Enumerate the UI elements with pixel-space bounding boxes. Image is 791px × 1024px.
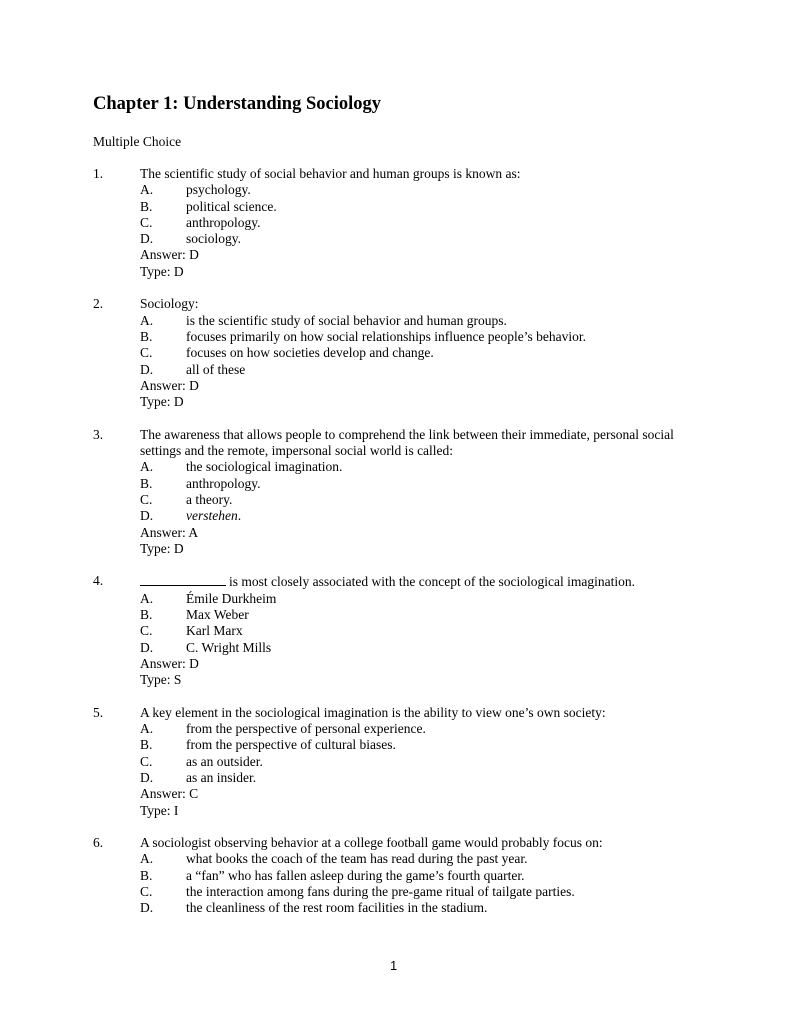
option-suffix: .	[237, 508, 242, 524]
type-line: Type: I	[140, 802, 179, 818]
question-number: 3.	[93, 426, 104, 442]
answer-line: Answer: D	[140, 247, 199, 263]
option-text: Karl Marx	[186, 623, 243, 639]
option-c	[140, 492, 693, 508]
option-b	[140, 868, 693, 884]
option-text: from the perspective of personal experience.	[186, 721, 426, 737]
question-stem: Sociology:	[140, 296, 199, 312]
option-letter: B.	[140, 475, 153, 491]
option-text: Max Weber	[186, 607, 249, 623]
option-text: verstehen	[186, 508, 238, 524]
option-text: Émile Durkheim	[186, 590, 277, 606]
type-line: Type: D	[140, 394, 184, 410]
question-body	[140, 166, 693, 280]
option-text: psychology.	[186, 182, 251, 198]
option-letter: A.	[140, 182, 154, 198]
question-number: 5.	[93, 704, 104, 720]
section-heading: Multiple Choice	[93, 134, 182, 149]
question-body	[140, 296, 693, 410]
question-stem: The scientific study of social behavior and human groups is known as:	[140, 166, 521, 181]
option-letter: B.	[140, 607, 153, 623]
option-text: a theory.	[186, 491, 233, 507]
option-c	[140, 345, 693, 361]
option-d	[140, 231, 693, 247]
option-letter: D.	[140, 639, 154, 655]
question-stem	[140, 573, 685, 590]
option-letter: A.	[140, 851, 154, 867]
answer-line: Answer: D	[140, 655, 199, 671]
question-5	[93, 705, 693, 819]
question-1	[93, 166, 693, 280]
question-4	[93, 573, 693, 688]
option-text: political science.	[186, 198, 277, 214]
question-6	[93, 835, 693, 916]
page-number: 1	[390, 958, 398, 973]
option-a	[140, 459, 693, 475]
question-stem: The awareness that allows people to comprehend the link between their immediate, personal social settings and the remote, impersonal social world is called:	[140, 426, 674, 459]
option-text: the cleanliness of the rest room facilities in the stadium.	[186, 900, 488, 916]
option-text: focuses on how societies develop and change.	[186, 345, 434, 361]
option-text: the interaction among fans during the pre-game ritual of tailgate parties.	[186, 884, 575, 900]
option-a	[140, 313, 693, 329]
option-letter: C.	[140, 491, 153, 507]
question-list	[93, 166, 693, 933]
answer-line: Answer: D	[140, 377, 199, 393]
answer-line: Answer: C	[140, 786, 199, 802]
question-3	[93, 427, 693, 557]
type-line: Type: D	[140, 263, 184, 279]
question-number: 1.	[93, 166, 104, 181]
option-text: is the scientific study of social behavior and human groups.	[186, 312, 507, 328]
option-letter: D.	[140, 769, 154, 785]
option-text: as an insider.	[186, 769, 257, 785]
option-d	[140, 770, 693, 786]
option-letter: B.	[140, 328, 153, 344]
question-stem: A key element in the sociological imagination is the ability to view one’s own society:	[140, 704, 606, 720]
option-text: anthropology.	[186, 214, 261, 230]
option-letter: C.	[140, 214, 153, 230]
option-a	[140, 591, 693, 607]
option-b	[140, 199, 693, 215]
option-text: all of these	[186, 361, 246, 377]
option-c	[140, 623, 693, 639]
option-text: anthropology.	[186, 475, 261, 491]
option-letter: B.	[140, 867, 153, 883]
type-line: Type: S	[140, 672, 182, 688]
option-letter: D.	[140, 900, 154, 916]
answer-line: Answer: A	[140, 524, 199, 540]
option-d	[140, 640, 693, 656]
question-number: 4.	[93, 573, 104, 589]
option-text: the sociological imagination.	[186, 459, 343, 475]
option-d	[140, 508, 693, 524]
option-letter: C.	[140, 884, 153, 900]
type-line: Type: D	[140, 540, 184, 556]
option-letter: B.	[140, 198, 153, 214]
option-text: a “fan” who has fallen asleep during the game’s fourth quarter.	[186, 867, 525, 883]
stem-text: is most closely associated with the concept of the sociological imagination.	[229, 574, 636, 590]
option-text: sociology.	[186, 231, 241, 247]
option-d	[140, 362, 693, 378]
option-letter: B.	[140, 737, 153, 753]
question-number: 6.	[93, 835, 104, 851]
question-body	[140, 705, 693, 819]
option-text: C. Wright Mills	[186, 639, 272, 655]
option-letter: A.	[140, 459, 154, 475]
option-letter: C.	[140, 753, 153, 769]
option-text: focuses primarily on how social relationships influence people’s behavior.	[186, 328, 587, 344]
question-body	[140, 427, 693, 557]
question-body	[140, 835, 693, 916]
question-body	[140, 573, 693, 688]
option-letter: A.	[140, 312, 154, 328]
chapter-title: Chapter 1: Understanding Sociology	[93, 94, 381, 114]
option-letter: D.	[140, 361, 154, 377]
option-a	[140, 182, 693, 198]
option-letter: D.	[140, 231, 154, 247]
option-letter: A.	[140, 721, 154, 737]
question-number: 2.	[93, 296, 104, 312]
option-b	[140, 329, 693, 345]
question-stem: A sociologist observing behavior at a college football game would probably focus on:	[140, 835, 603, 851]
option-text: as an outsider.	[186, 753, 263, 769]
option-text: what books the coach of the team has read during the past year.	[186, 851, 528, 867]
option-c	[140, 884, 693, 900]
option-letter: C.	[140, 623, 153, 639]
question-2	[93, 296, 693, 410]
option-b	[140, 737, 693, 753]
option-letter: A.	[140, 590, 154, 606]
fill-in-blank	[140, 573, 226, 586]
option-letter: C.	[140, 345, 153, 361]
option-letter: D.	[140, 508, 154, 524]
option-text: from the perspective of cultural biases.	[186, 737, 396, 753]
option-a	[140, 851, 693, 867]
option-c	[140, 215, 693, 231]
option-c	[140, 754, 693, 770]
option-b	[140, 607, 693, 623]
option-a	[140, 721, 693, 737]
option-d	[140, 900, 693, 916]
option-b	[140, 476, 693, 492]
